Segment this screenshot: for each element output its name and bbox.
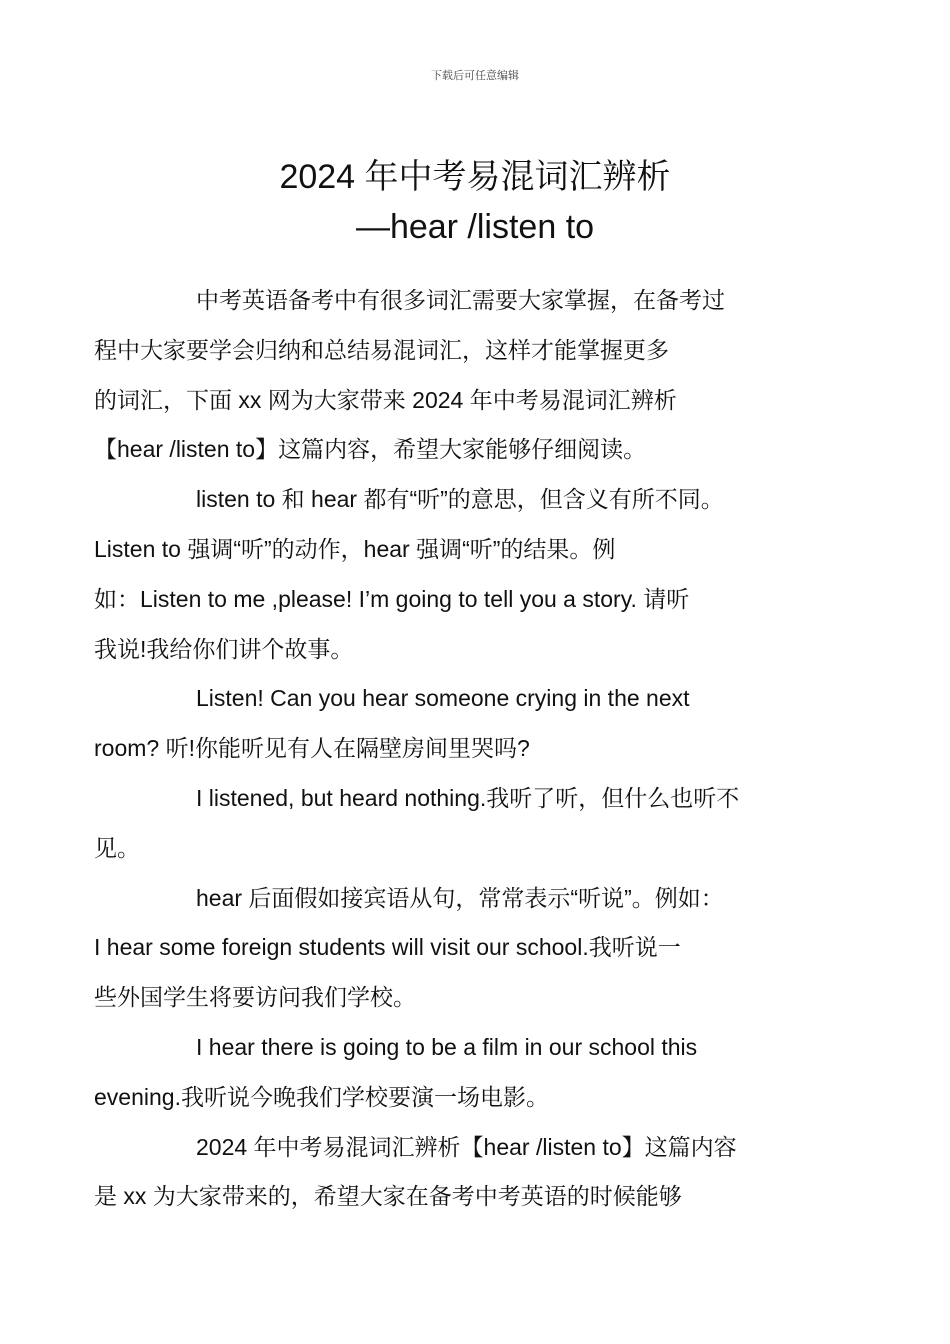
- text-line: Listen to 强调“听”的动作，hear 强调“听”的结果。例: [94, 535, 616, 562]
- paragraph-hear-clause: [94, 874, 810, 1023]
- document-title: [0, 152, 950, 252]
- paragraph-example-film: [94, 1023, 810, 1123]
- text-line: 程中大家要学会归纳和总结易混词汇，这样才能掌握更多: [94, 336, 669, 363]
- text-line: 2024 年中考易混词汇辨析【hear /listen to】这篇内容: [196, 1133, 737, 1160]
- paragraph-example-listened: [94, 774, 810, 874]
- text-line: hear 后面假如接宾语从句，常常表示“听说”。例如：: [196, 884, 724, 911]
- text-line: Listen! Can you hear someone crying in the next: [196, 685, 690, 712]
- title-line-2: —hear /listen to: [355, 208, 595, 246]
- paragraph-difference: [94, 475, 810, 674]
- text-line: 的词汇，下面 xx 网为大家带来 2024 年中考易混词汇辨析: [94, 386, 677, 413]
- text-line: 【hear /listen to】这篇内容，希望大家能够仔细阅读。: [94, 436, 647, 463]
- text-line: I hear some foreign students will visit our school.我听说一: [94, 934, 681, 961]
- document-body: [94, 276, 810, 1222]
- text-line: 见。: [94, 834, 140, 861]
- text-line: 中考英语备考中有很多词汇需要大家掌握，在备考过: [196, 287, 725, 313]
- text-line: 我说!我给你们讲个故事。: [94, 635, 354, 662]
- text-line: evening.我听说今晚我们学校要演一场电影。: [94, 1083, 549, 1110]
- header-note: 下载后可任意编辑: [431, 69, 519, 82]
- text-line: 如：Listen to me ,please! I’m going to tell you a story. 请听: [94, 585, 690, 612]
- paragraph-closing: [94, 1123, 810, 1223]
- text-line: 是 xx 为大家带来的，希望大家在备考中考英语的时候能够: [94, 1183, 682, 1210]
- text-line: 些外国学生将要访问我们学校。: [94, 984, 416, 1011]
- text-line: I hear there is going to be a film in our school this: [196, 1033, 698, 1060]
- paragraph-example-listen: [94, 674, 810, 774]
- title-line-1: 2024 年中考易混词汇辨析: [279, 158, 671, 196]
- text-line: I listened, but heard nothing.我听了听，但什么也听不: [196, 784, 740, 811]
- text-line: room? 听!你能听见有人在隔壁房间里哭吗?: [94, 735, 530, 762]
- text-line: listen to 和 hear 都有“听”的意思，但含义有所不同。: [196, 486, 724, 513]
- paragraph-intro: [94, 276, 810, 475]
